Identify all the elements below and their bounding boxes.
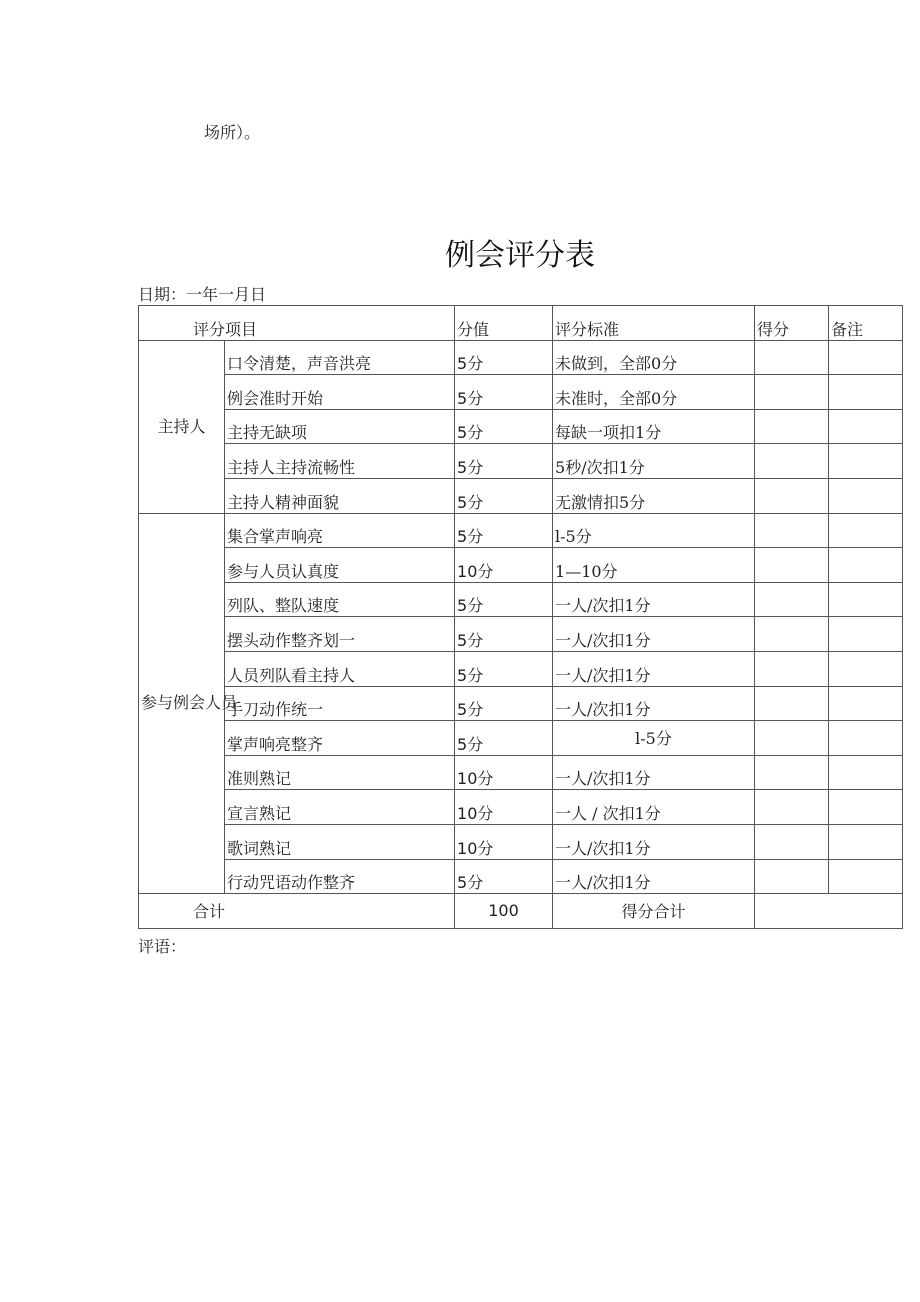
total-label: 合计: [139, 894, 455, 929]
points-cell: 5分: [455, 375, 553, 410]
table-row: [139, 824, 903, 859]
header-criteria: 评分标准: [553, 306, 755, 341]
date-label: 日期：一年一月日: [138, 285, 267, 304]
score-cell: [755, 513, 829, 548]
points-cell: 5分: [455, 513, 553, 548]
header-item: 评分项目: [139, 306, 455, 341]
criteria-cell: 无激情扣5分: [553, 478, 755, 513]
score-cell: [755, 478, 829, 513]
points-cell: 10分: [455, 755, 553, 790]
remarks-cell: [829, 790, 903, 825]
points-cell: 5分: [455, 721, 553, 756]
score-cell: [755, 548, 829, 583]
score-cell: [755, 375, 829, 410]
header-row: [139, 306, 903, 341]
group-label: 主持人: [139, 340, 225, 513]
item-cell: 掌声响亮整齐: [225, 721, 455, 756]
criteria-cell: 一人/次扣1分: [553, 686, 755, 721]
points-cell: 10分: [455, 824, 553, 859]
item-cell: 参与人员认真度: [225, 548, 455, 583]
item-cell: 手刀动作统一: [225, 686, 455, 721]
remarks-cell: [829, 409, 903, 444]
points-cell: 5分: [455, 444, 553, 479]
item-cell: 宣言熟记: [225, 790, 455, 825]
points-cell: 10分: [455, 548, 553, 583]
table-row: [139, 478, 903, 513]
table-row: [139, 686, 903, 721]
remarks-cell: [829, 582, 903, 617]
points-cell: 5分: [455, 478, 553, 513]
table-row: [139, 790, 903, 825]
score-cell: [755, 651, 829, 686]
item-cell: 主持无缺项: [225, 409, 455, 444]
remarks-cell: [829, 651, 903, 686]
item-cell: 集合掌声响亮: [225, 513, 455, 548]
criteria-cell: l-5分: [553, 721, 755, 756]
comment-label: 评语：: [138, 937, 187, 956]
item-cell: 例会准时开始: [225, 375, 455, 410]
criteria-cell: 一人/次扣1分: [553, 617, 755, 652]
remarks-cell: [829, 755, 903, 790]
criteria-cell: 1—10分: [553, 548, 755, 583]
table-row: [139, 444, 903, 479]
table-row: [139, 721, 903, 756]
score-cell: [755, 686, 829, 721]
item-cell: 人员列队看主持人: [225, 651, 455, 686]
criteria-cell: l-5分: [553, 513, 755, 548]
item-cell: 摆头动作整齐划一: [225, 617, 455, 652]
item-cell: 口令清楚，声音洪亮: [225, 340, 455, 375]
page-title: 例会评分表: [445, 238, 595, 273]
remarks-cell: [829, 548, 903, 583]
criteria-cell: 一人/次扣1分: [553, 582, 755, 617]
points-cell: 5分: [455, 859, 553, 894]
points-cell: 5分: [455, 582, 553, 617]
score-total-label: 得分合计: [553, 894, 755, 929]
total-points: 100: [455, 894, 553, 929]
item-cell: 准则熟记: [225, 755, 455, 790]
table-row: [139, 375, 903, 410]
score-cell: [755, 444, 829, 479]
criteria-cell: 未准时，全部0分: [553, 375, 755, 410]
score-cell: [755, 340, 829, 375]
table-row: [139, 755, 903, 790]
item-cell: 行动咒语动作整齐: [225, 859, 455, 894]
table-row: [139, 340, 903, 375]
criteria-cell: 一人/次扣1分: [553, 824, 755, 859]
points-cell: 10分: [455, 790, 553, 825]
points-cell: 5分: [455, 651, 553, 686]
points-cell: 5分: [455, 409, 553, 444]
score-cell: [755, 824, 829, 859]
score-cell: [755, 409, 829, 444]
score-cell: [755, 721, 829, 756]
table-row: [139, 409, 903, 444]
criteria-cell: 一人 / 次扣1分: [553, 790, 755, 825]
score-table: [138, 305, 903, 929]
criteria-cell: 5秒/次扣1分: [553, 444, 755, 479]
table-row: [139, 548, 903, 583]
total-row: [139, 894, 903, 929]
score-total-cell: [755, 894, 903, 929]
score-cell: [755, 755, 829, 790]
header-points: 分值: [455, 306, 553, 341]
table-row: [139, 513, 903, 548]
remarks-cell: [829, 340, 903, 375]
table-row: [139, 582, 903, 617]
score-cell: [755, 582, 829, 617]
remarks-cell: [829, 617, 903, 652]
header-remarks: 备注: [829, 306, 903, 341]
top-note: 场所）。: [204, 123, 261, 142]
remarks-cell: [829, 859, 903, 894]
score-cell: [755, 790, 829, 825]
remarks-cell: [829, 513, 903, 548]
criteria-cell: 一人/次扣1分: [553, 755, 755, 790]
criteria-cell: 一人/次扣1分: [553, 859, 755, 894]
item-cell: 歌词熟记: [225, 824, 455, 859]
item-cell: 主持人主持流畅性: [225, 444, 455, 479]
item-cell: 列队、整队速度: [225, 582, 455, 617]
remarks-cell: [829, 824, 903, 859]
table-row: [139, 617, 903, 652]
criteria-cell: 每缺一项扣1分: [553, 409, 755, 444]
criteria-cell: 未做到，全部0分: [553, 340, 755, 375]
header-score: 得分: [755, 306, 829, 341]
remarks-cell: [829, 686, 903, 721]
group-label: 参与例会人员: [139, 513, 225, 894]
points-cell: 5分: [455, 686, 553, 721]
points-cell: 5分: [455, 617, 553, 652]
remarks-cell: [829, 375, 903, 410]
table-row: [139, 859, 903, 894]
remarks-cell: [829, 721, 903, 756]
remarks-cell: [829, 478, 903, 513]
criteria-cell: 一人/次扣1分: [553, 651, 755, 686]
score-cell: [755, 617, 829, 652]
score-cell: [755, 859, 829, 894]
item-cell: 主持人精神面貌: [225, 478, 455, 513]
table-row: [139, 651, 903, 686]
remarks-cell: [829, 444, 903, 479]
points-cell: 5分: [455, 340, 553, 375]
